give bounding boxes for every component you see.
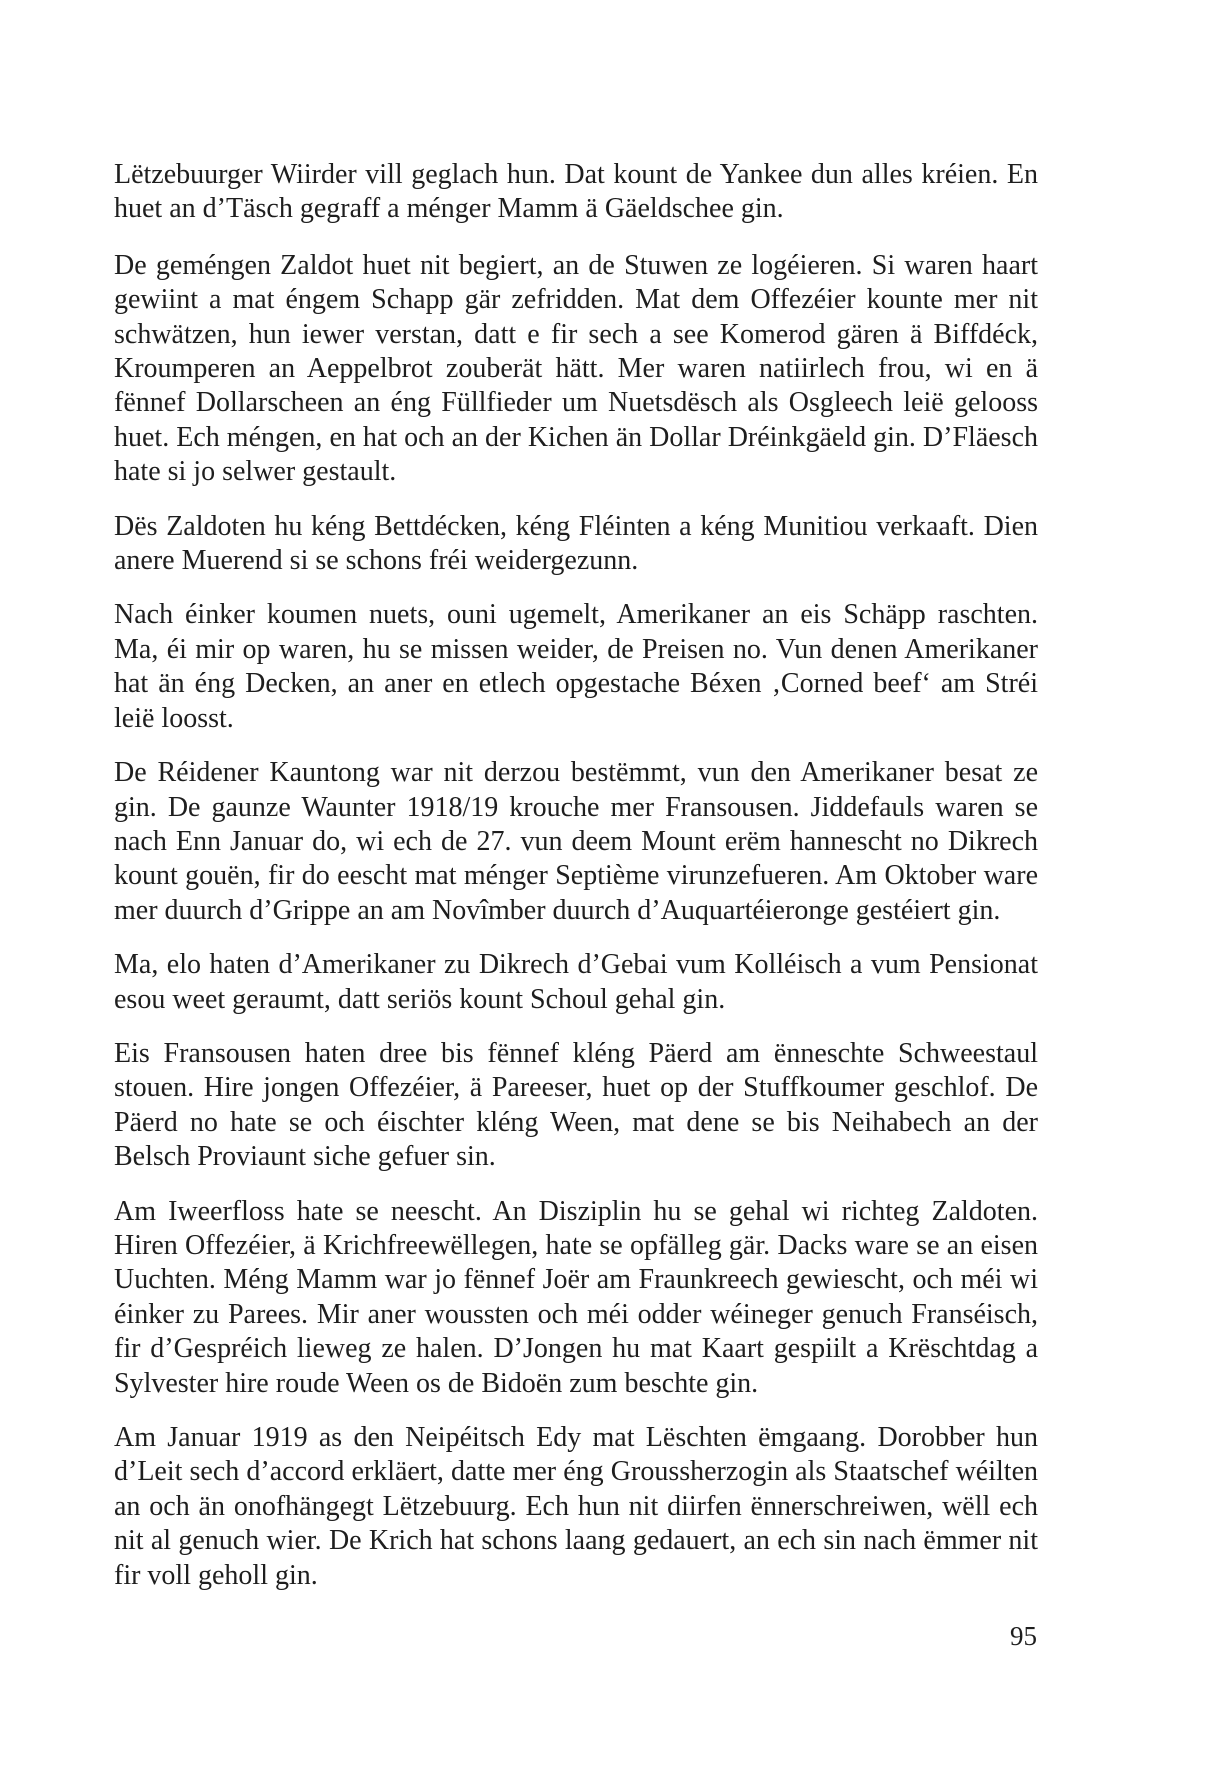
paragraph: Ma, elo haten d’Amerikaner zu Dikrech d’Gebai vum Kolléisch a vum Pensionat esou weet geraumt, datt seriös kount Schoul gehal gin. (114, 949, 1038, 1015)
page-number: 95 (1010, 1621, 1037, 1651)
paragraph: De geméngen Zaldot huet nit begiert, an de Stuwen ze logéieren. Si waren haart gewiint a mat éngem Schapp gär zefridden. Mat dem Offezéier kounte mer nit schwätzen, hun iewer verstan, datt e fir sech a see Komerod gären ä Biffdéck, Kroumperen an Aeppelbrot zouberät hätt. Mer waren natiirlech frou, wi en ä fënnef Dollarscheen an éng Füllfieder um Nuetsdësch als Osgleech leië gelooss huet. Ech méngen, en hat och an der Kichen än Dollar Dréinkgäeld gin. D’Fläesch hate si jo selwer gestault. (114, 249, 1038, 488)
body-text (114, 158, 1038, 1613)
paragraph: Nach éinker koumen nuets, ouni ugemelt, Amerikaner an eis Schäpp raschten. Ma, éi mir op waren, hu se missen weider, de Preisen no. Vun denen Amerikaner hat än éng Decken, an aner en etlech opgestache Béxen ‚Corned beef‘ am Stréi leië loosst. (114, 599, 1038, 734)
paragraph: Eis Fransousen haten dree bis fënnef kléng Päerd am ënneschte Schweestaul stouen. Hire jongen Offezéier, ä Pareeser, huet op der Stuffkoumer geschlof. De Päerd no hate se och éischter kléng Ween, mat dene se bis Neihabech an der Belsch Proviaunt siche gefuer sin. (114, 1037, 1038, 1173)
paragraph: Dës Zaldoten hu kéng Bettdécken, kéng Fléinten a kéng Munitiou verkaaft. Dien anere Muerend si se schons fréi weidergezunn. (114, 510, 1038, 577)
paragraph: Am Iweerfloss hate se neescht. An Disziplin hu se gehal wi richteg Zaldoten. Hiren Offezéier, ä Krichfreewëllegen, hate se opfälleg gär. Dacks ware se an eisen Uuchten. Méng Mamm war jo fënnef Joër am Fraunkreech gewiescht, och méi wi éinker zu Parees. Mir aner woussten och méi odder wéineger genuch Franséisch, fir d’Gespréich lieweg ze halen. D’Jongen hu mat Kaart gespiilt a Krëschtdag a Sylvester hire roude Ween os de Bidoën zum beschte gin. (114, 1195, 1038, 1399)
paragraph: Am Januar 1919 as den Neipéitsch Edy mat Lëschten ëmgaang. Dorobber hun d’Leit sech d’accord erkläert, datte mer éng Groussherzogin als Staatschef wéilten an och än onofhängegt Lëtzebuurg. Ech hun nit diirfen ënnerschreiwen, wëll ech nit al genuch wier. De Krich hat schons laang gedauert, an ech sin nach ëmmer nit fir voll geholl gin. (114, 1422, 1038, 1591)
paragraph: De Réidener Kauntong war nit derzou bestëmmt, vun den Amerikaner besat ze gin. De gaunze Waunter 1918/19 krouche mer Fransousen. Jiddefauls waren se nach Enn Januar do, wi ech de 27. vun deem Mount erëm hannescht no Dikrech kount gouën, fir do eescht mat ménger Septième virunzefueren. Am Oktober ware mer duurch d’Grippe an am Novîmber duurch d’Auquartéieronge gestéiert gin. (114, 757, 1038, 926)
paragraph: Lëtzebuurger Wiirder vill geglach hun. Dat kount de Yankee dun alles kréien. En huet an d’Täsch gegraff a ménger Mamm ä Gäeldschee gin. (114, 159, 1038, 225)
